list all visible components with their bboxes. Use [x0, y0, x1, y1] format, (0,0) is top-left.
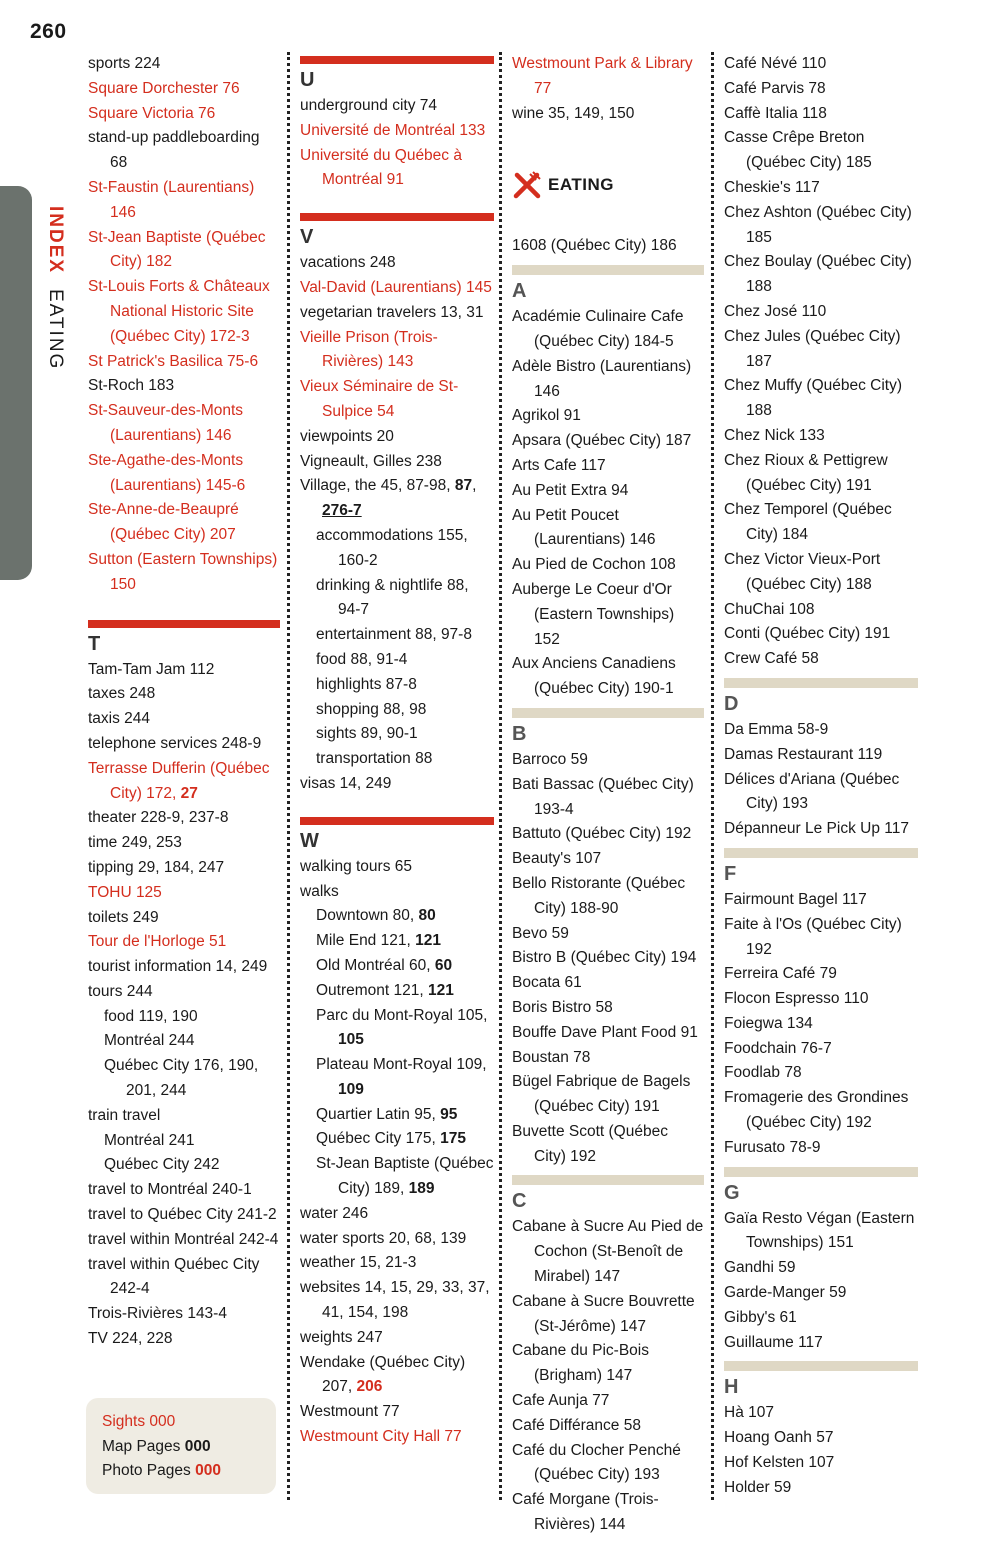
index-entry[interactable]: Vieux Séminaire de St-Sulpice 54 — [300, 378, 459, 420]
index-subentry[interactable]: Québec City 176, 190, 201, 244 — [104, 1057, 259, 1100]
index-entry[interactable]: weather 15, 21-3 — [300, 1254, 417, 1272]
section-letter: F — [724, 862, 737, 885]
index-entry[interactable]: Fromagerie des Grondines (Québec City) 192 — [724, 1089, 909, 1132]
legend-sights: Sights 000 — [102, 1413, 176, 1430]
index-entry[interactable]: travel within Montréal 242-4 — [88, 1230, 279, 1248]
index-entry[interactable]: Chez Temporel (Québec City) 184 — [724, 501, 892, 544]
index-entry[interactable]: theater 228-9, 237-8 — [88, 809, 229, 827]
index-entry[interactable]: Vigneault, Gilles 238 — [300, 452, 442, 470]
index-entry[interactable]: telephone services 248-9 — [88, 734, 262, 752]
index-entry[interactable]: Académie Culinaire Cafe (Québec City) 184-5 — [512, 308, 684, 350]
index-entry[interactable]: Conti (Québec City) 191 — [724, 625, 891, 643]
index-entry[interactable]: Chez Ashton (Québec City) 185 — [724, 203, 912, 246]
index-entry[interactable]: Caffè Italia 118 — [724, 104, 827, 122]
index-entry[interactable]: Université du Québec à Montréal 91 — [300, 146, 462, 189]
section-letter: C — [512, 1190, 527, 1213]
index-entry[interactable]: Buvette Scott (Québec City) 192 — [512, 1122, 668, 1165]
index-subentry[interactable]: Quartier Latin 95, 95 — [316, 1105, 458, 1123]
index-entry[interactable]: Guillaume 117 — [724, 1333, 823, 1351]
subentry-list — [300, 904, 494, 1202]
side-tab-subtitle: EATING — [45, 289, 66, 371]
index-entry[interactable]: Café Morgane (Trois-Rivières) 144 — [512, 1491, 659, 1534]
index-entry[interactable]: Agrikol 91 — [512, 407, 581, 425]
index-subentry[interactable]: sights 89, 90-1 — [316, 725, 418, 743]
column-divider — [499, 52, 502, 1500]
index-entry[interactable]: Bouffe Dave Plant Food 91 — [512, 1023, 698, 1041]
index-entry[interactable]: Garde-Manger 59 — [724, 1284, 847, 1302]
index-entry[interactable]: Chez José 110 — [724, 302, 827, 320]
index-entry[interactable]: Chez Victor Vieux-Port (Québec City) 188 — [724, 550, 881, 593]
subentry-list — [88, 1129, 280, 1179]
index-subentry[interactable]: Old Montréal 60, 60 — [316, 956, 453, 974]
section-bar — [300, 817, 494, 825]
index-entry[interactable]: Square Dorchester 76 — [88, 79, 240, 97]
index-subentry[interactable]: transportation 88 — [316, 750, 433, 768]
entry-list — [512, 1215, 704, 1537]
index-subentry[interactable]: drinking & nightlife 88, 94-7 — [316, 576, 469, 619]
index-entry[interactable]: Délices d'Ariana (Québec City) 193 — [724, 770, 900, 813]
index-entry[interactable]: water 246 — [300, 1204, 369, 1222]
index-entry[interactable]: vacations 248 — [300, 254, 396, 272]
index-subentry[interactable]: Mile End 121, 121 — [316, 932, 441, 950]
index-entry[interactable]: weights 247 — [300, 1328, 383, 1346]
index-entry[interactable]: TV 224, 228 — [88, 1330, 173, 1348]
index-entry[interactable]: Village, the 45, 87-98, 87, 276-7 — [300, 477, 477, 520]
section-bar — [512, 1175, 704, 1185]
section-letter: W — [300, 829, 319, 852]
index-entry[interactable]: travel within Québec City 242-4 — [88, 1255, 260, 1298]
index-entry[interactable]: Val-David (Laurentians) 145 — [300, 278, 492, 296]
index-entry[interactable]: Au Pied de Cochon 108 — [512, 556, 676, 574]
index-entry[interactable]: Foiegwa 134 — [724, 1014, 813, 1032]
index-subentry[interactable]: entertainment 88, 97-8 — [316, 626, 472, 644]
eating-heading-label: EATING — [548, 174, 614, 194]
index-entry[interactable]: Aux Anciens Canadiens (Québec City) 190-1 — [512, 655, 676, 698]
index-subentry[interactable]: food 88, 91-4 — [316, 650, 408, 668]
entry-list — [88, 658, 280, 757]
index-subentry[interactable]: food 119, 190 — [104, 1007, 198, 1025]
section-letter: G — [724, 1181, 740, 1204]
index-entry[interactable]: Cabane à Sucre Au Pied de Cochon (St-Benoît de Mirabel) 147 — [512, 1218, 704, 1286]
section-letter: V — [300, 226, 314, 249]
column-divider — [711, 52, 714, 1500]
index-entry[interactable]: Holder 59 — [724, 1478, 792, 1496]
index-entry[interactable]: travel to Québec City 241-2 — [88, 1206, 277, 1224]
index-entry[interactable]: Flocon Espresso 110 — [724, 990, 869, 1008]
section-letter: D — [724, 692, 739, 715]
index-entry[interactable]: Barroco 59 — [512, 750, 588, 768]
index-column-2 — [300, 52, 494, 1450]
index-subentry[interactable]: Outremont 121, 121 — [316, 981, 454, 999]
index-entry[interactable]: Vieille Prison (Trois-Rivières) 143 — [300, 328, 438, 371]
index-entry[interactable]: ChuChai 108 — [724, 600, 815, 618]
index-column-4 — [724, 52, 918, 1501]
index-entry[interactable]: toilets 249 — [88, 908, 159, 926]
index-entry[interactable]: Bello Ristorante (Québec City) 188-90 — [512, 874, 686, 917]
index-subentry[interactable]: highlights 87-8 — [316, 675, 417, 693]
entry-list — [512, 52, 704, 126]
index-entry[interactable]: Arts Cafe 117 — [512, 456, 606, 474]
index-entry[interactable]: tourist information 14, 249 — [88, 958, 268, 976]
index-subentry[interactable]: Downtown 80, 80 — [316, 907, 436, 925]
section-letter: H — [724, 1376, 739, 1399]
eating-heading — [512, 170, 704, 200]
legend-photo-pages: Photo Pages 000 — [102, 1462, 221, 1479]
index-subentry[interactable]: Plateau Mont-Royal 109, 109 — [316, 1056, 487, 1098]
index-subentry[interactable]: Montréal 244 — [104, 1032, 195, 1050]
section-letter: U — [300, 69, 315, 91]
index-entry[interactable]: Ferreira Café 79 — [724, 965, 837, 983]
entry-list — [88, 52, 280, 598]
index-entry[interactable]: sports 224 — [88, 55, 161, 72]
index-entry[interactable]: Ste-Anne-de-Beaupré (Québec City) 207 — [88, 501, 239, 544]
index-entry[interactable]: Chez Rioux & Pettigrew (Québec City) 191 — [724, 451, 888, 494]
index-entry[interactable]: Crew Café 58 — [724, 650, 819, 668]
subentry-list — [300, 524, 494, 772]
section-bar — [512, 265, 704, 275]
index-entry[interactable]: Sutton (Eastern Townships) 150 — [88, 550, 278, 593]
section-bar — [724, 1361, 918, 1371]
index-subentry[interactable]: Québec City 242 — [104, 1156, 220, 1174]
index-entry[interactable]: travel to Montréal 240-1 — [88, 1181, 252, 1199]
index-entry[interactable]: Casse Crêpe Breton (Québec City) 185 — [724, 129, 872, 172]
index-entry[interactable]: Furusato 78-9 — [724, 1138, 821, 1156]
section-bar — [724, 1167, 918, 1177]
index-entry[interactable]: Boustan 78 — [512, 1048, 591, 1066]
index-entry[interactable]: Chez Jules (Québec City) 187 — [724, 327, 901, 370]
index-subentry[interactable]: accommodations 155, 160-2 — [316, 526, 468, 569]
section-bar — [724, 678, 918, 688]
index-entry[interactable]: Bevo 59 — [512, 924, 569, 942]
index-entry[interactable]: stand-up paddleboarding 68 — [88, 129, 260, 172]
entry-list — [300, 1400, 494, 1450]
index-entry[interactable]: Université de Montréal 133 — [300, 121, 486, 139]
index-entry[interactable]: Café Névé 110 — [724, 55, 827, 72]
side-tab-title: INDEX — [45, 206, 66, 275]
index-entry[interactable]: walks — [300, 882, 339, 900]
index-entry[interactable]: tours 244 — [88, 982, 153, 1000]
index-entry[interactable]: walking tours 65 — [300, 857, 413, 875]
entry-list — [724, 1207, 918, 1356]
index-entry[interactable]: Ste-Agathe-des-Monts (Laurentians) 145-6 — [88, 451, 246, 494]
index-subentry[interactable]: shopping 88, 98 — [316, 700, 427, 718]
entry-list — [88, 1178, 280, 1352]
index-entry[interactable]: Damas Restaurant 119 — [724, 745, 883, 763]
index-entry[interactable]: vegetarian travelers 13, 31 — [300, 303, 484, 321]
index-entry[interactable]: St Patrick's Basilica 75-6 — [88, 352, 259, 370]
index-entry[interactable]: St-Jean Baptiste (Québec City) 182 — [88, 228, 266, 271]
index-entry[interactable]: Tam-Tam Jam 112 — [88, 660, 215, 678]
index-entry[interactable]: Battuto (Québec City) 192 — [512, 825, 692, 843]
index-entry[interactable]: visas 14, 249 — [300, 774, 392, 792]
index-entry[interactable]: Chez Boulay (Québec City) 188 — [724, 253, 912, 296]
index-entry[interactable]: Foodlab 78 — [724, 1064, 802, 1082]
index-entry[interactable]: Bocata 61 — [512, 974, 582, 992]
index-subentry[interactable]: Parc du Mont-Royal 105, 105 — [316, 1006, 488, 1049]
section-bar — [724, 848, 918, 858]
index-entry[interactable]: Hof Kelsten 107 — [724, 1454, 835, 1472]
index-entry[interactable]: Auberge Le Coeur d'Or (Eastern Townships) 152 — [512, 580, 675, 648]
entry-list — [88, 806, 280, 1004]
index-entry[interactable]: St-Sauveur-des-Monts (Laurentians) 146 — [88, 402, 244, 444]
knife-fork-icon — [512, 170, 542, 200]
index-entry[interactable]: Chez Muffy (Québec City) 188 — [724, 377, 903, 420]
index-entry[interactable]: Au Petit Poucet (Laurentians) 146 — [512, 506, 656, 549]
subentry-list — [88, 1005, 280, 1104]
legend-map-pages: Map Pages 000 — [102, 1437, 211, 1455]
section-letter: T — [88, 632, 101, 655]
index-entry[interactable]: St-Roch 183 — [88, 377, 175, 395]
index-subentry[interactable]: St-Jean Baptiste (Québec City) 189, 189 — [316, 1155, 494, 1198]
index-entry[interactable]: Terrasse Dufferin (Québec City) 172, 27 — [88, 759, 270, 802]
index-entry[interactable]: taxes 248 — [88, 685, 156, 703]
entry-list — [300, 1202, 494, 1351]
index-side-tab — [0, 186, 32, 580]
section-bar — [88, 620, 280, 628]
side-tab-label — [44, 206, 66, 371]
index-entry[interactable]: Westmount 77 — [300, 1403, 400, 1421]
index-column-3 — [512, 52, 704, 1538]
index-entry[interactable]: Au Petit Extra 94 — [512, 481, 629, 499]
index-entry[interactable]: Café du Clocher Penché (Québec City) 193 — [512, 1441, 681, 1484]
page-number: 260 — [30, 20, 67, 43]
entry-list — [724, 52, 918, 672]
index-entry[interactable]: Cheskie's 117 — [724, 178, 820, 196]
index-entry[interactable]: 1608 (Québec City) 186 — [512, 237, 677, 255]
index-entry[interactable]: Adèle Bistro (Laurentians) 146 — [512, 357, 692, 400]
index-entry[interactable]: Hoang Oanh 57 — [724, 1429, 834, 1447]
index-entry[interactable]: St-Louis Forts & Châteaux National Historic Site (Québec City) 172-3 — [88, 278, 270, 345]
index-entry[interactable]: Cafe Aunja 77 — [512, 1392, 610, 1410]
index-entry[interactable]: Café Différance 58 — [512, 1416, 641, 1434]
entry-list — [300, 251, 494, 474]
section-bar — [300, 213, 494, 221]
index-entry[interactable]: Square Victoria 76 — [88, 104, 216, 122]
index-entry[interactable]: Faite à l'Os (Québec City) 192 — [724, 915, 902, 958]
index-entry[interactable]: St-Faustin (Laurentians) 146 — [88, 178, 255, 221]
index-entry[interactable]: websites 14, 15, 29, 33, 37, 41, 154, 198 — [300, 1279, 490, 1322]
index-entry[interactable]: Foodchain 76-7 — [724, 1039, 832, 1057]
index-entry[interactable]: Fairmount Bagel 117 — [724, 890, 867, 908]
index-entry[interactable]: viewpoints 20 — [300, 427, 394, 445]
entry-list — [724, 718, 918, 842]
index-column-1 — [88, 52, 280, 1352]
legend-box — [86, 1398, 276, 1494]
index-entry[interactable]: Bistro B (Québec City) 194 — [512, 949, 697, 967]
index-entry[interactable]: Cabane du Pic-Bois (Brigham) 147 — [512, 1342, 649, 1385]
index-entry[interactable]: taxis 244 — [88, 710, 151, 728]
index-subentry[interactable]: Montréal 241 — [104, 1131, 195, 1149]
index-entry[interactable]: Bati Bassac (Québec City) 193-4 — [512, 775, 694, 818]
index-entry[interactable]: Cabane à Sucre Bouvrette (St-Jérôme) 147 — [512, 1292, 695, 1335]
index-entry[interactable]: Gandhi 59 — [724, 1259, 796, 1277]
index-subentry[interactable]: Québec City 175, 175 — [316, 1130, 466, 1148]
entry-list — [724, 888, 918, 1161]
section-letter: A — [512, 280, 527, 303]
index-entry[interactable]: Beauty's 107 — [512, 850, 602, 868]
index-entry[interactable]: Gibby's 61 — [724, 1308, 797, 1326]
entry-list — [512, 305, 704, 702]
index-entry[interactable]: Apsara (Québec City) 187 — [512, 432, 692, 450]
section-bar — [512, 708, 704, 718]
index-entry[interactable]: tipping 29, 184, 247 — [88, 858, 225, 876]
index-entry[interactable]: train travel — [88, 1106, 161, 1124]
index-entry[interactable]: underground city 74 — [300, 97, 438, 114]
index-entry[interactable]: Tour de l'Horloge 51 — [88, 933, 227, 951]
index-entry[interactable]: Bügel Fabrique de Bagels (Québec City) 191 — [512, 1073, 691, 1116]
column-divider — [287, 52, 290, 1500]
index-entry[interactable]: time 249, 253 — [88, 834, 182, 852]
index-entry[interactable]: Westmount Park & Library 77 — [512, 55, 693, 97]
entry-list — [724, 1401, 918, 1500]
index-entry[interactable]: Trois-Rivières 143-4 — [88, 1305, 227, 1323]
entry-list — [512, 748, 704, 1170]
index-entry[interactable]: Westmount City Hall 77 — [300, 1428, 462, 1446]
entry-list — [300, 94, 494, 193]
index-entry[interactable]: Boris Bistro 58 — [512, 998, 613, 1016]
index-entry[interactable]: Dépanneur Le Pick Up 117 — [724, 820, 909, 838]
index-entry[interactable]: TOHU 125 — [88, 883, 162, 901]
index-entry[interactable]: Wendake (Québec City) 207, 206 — [300, 1353, 466, 1396]
index-entry[interactable]: wine 35, 149, 150 — [512, 104, 635, 122]
index-entry[interactable]: water sports 20, 68, 139 — [300, 1229, 467, 1247]
index-entry[interactable]: Gaïa Resto Végan (Eastern Townships) 151 — [724, 1209, 915, 1252]
index-entry[interactable]: Chez Nick 133 — [724, 426, 825, 444]
index-entry[interactable]: Café Parvis 78 — [724, 79, 826, 97]
index-entry[interactable]: Hà 107 — [724, 1404, 774, 1422]
section-letter: B — [512, 722, 527, 745]
index-entry[interactable]: Da Emma 58-9 — [724, 720, 829, 738]
section-bar — [300, 56, 494, 64]
